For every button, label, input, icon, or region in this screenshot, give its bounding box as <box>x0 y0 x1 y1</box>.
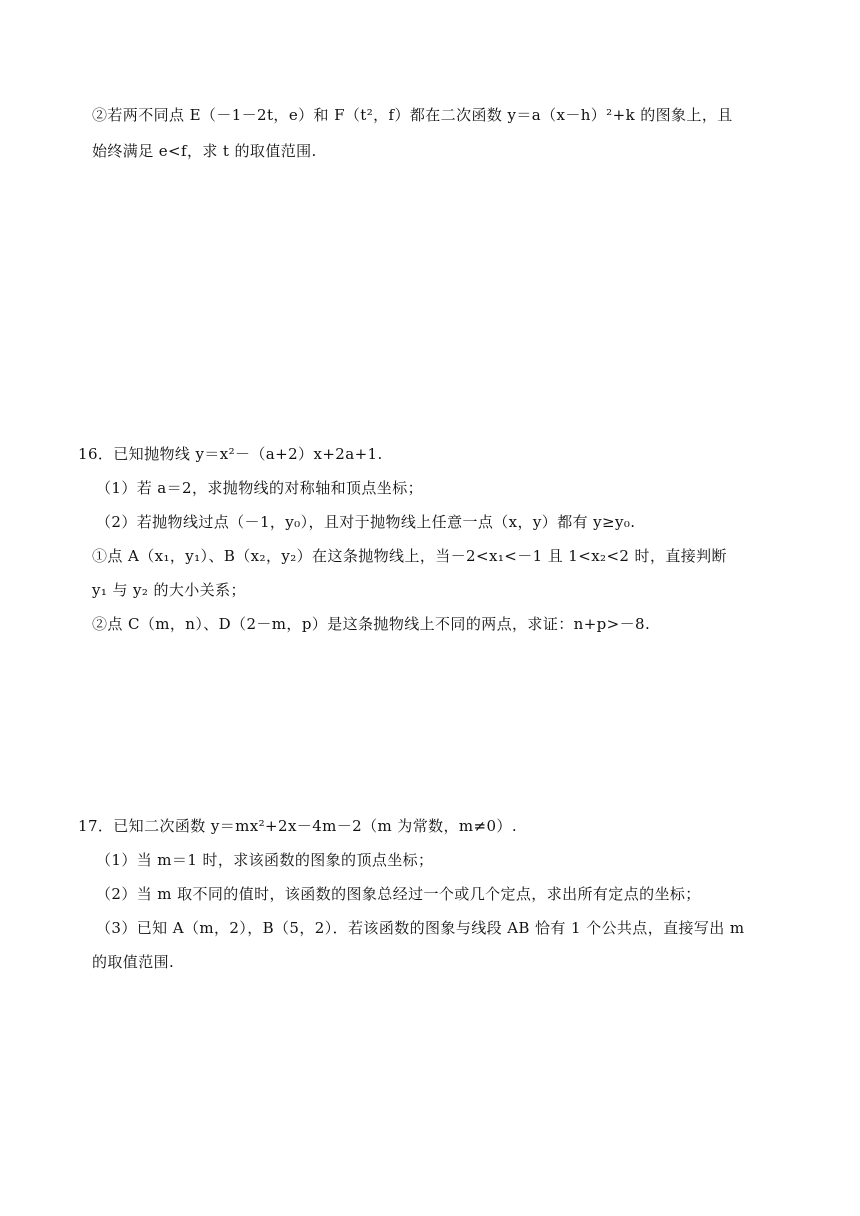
q16-title: 16．已知抛物线 y＝x²－（a+2）x+2a+1. <box>78 445 383 463</box>
q15-part2-line2: 始终满足 e<f，求 t 的取值范围. <box>92 142 317 160</box>
q17-part3-line2: 的取值范围. <box>92 953 175 971</box>
q17-part1: （1）当 m＝1 时，求该函数的图象的顶点坐标； <box>96 851 434 869</box>
q15-part2-line1: ②若两不同点 E（－1－2t，e）和 F（t²，f）都在二次函数 y＝a（x－h）²+k 的图象上，且 <box>92 106 733 124</box>
q16-part2: （2）若抛物线过点（－1，y₀），且对于抛物线上任意一点（x，y）都有 y≥y₀. <box>96 513 636 531</box>
q17-part2: （2）当 m 取不同的值时，该函数的图象总经过一个或几个定点，求出所有定点的坐标； <box>96 885 701 903</box>
q16-part1: （1）若 a＝2，求抛物线的对称轴和顶点坐标； <box>96 479 423 497</box>
q16-part2-sub2: ②点 C（m，n）、D（2－m，p）是这条抛物线上不同的两点，求证：n+p>－8. <box>92 615 651 633</box>
q17-part3-line1: （3）已知 A（m，2），B（5，2）．若该函数的图象与线段 AB 恰有 1 个公共点，直接写出 m <box>96 919 745 937</box>
q16-part2-sub1-line2: y₁ 与 y₂ 的大小关系； <box>92 581 246 599</box>
q17-title: 17．已知二次函数 y＝mx²+2x－4m－2（m 为常数，m≠0）. <box>78 817 518 835</box>
q16-part2-sub1-line1: ①点 A（x₁，y₁）、B（x₂，y₂）在这条抛物线上，当－2<x₁<－1 且 1<x₂<2 时，直接判断 <box>92 547 727 565</box>
